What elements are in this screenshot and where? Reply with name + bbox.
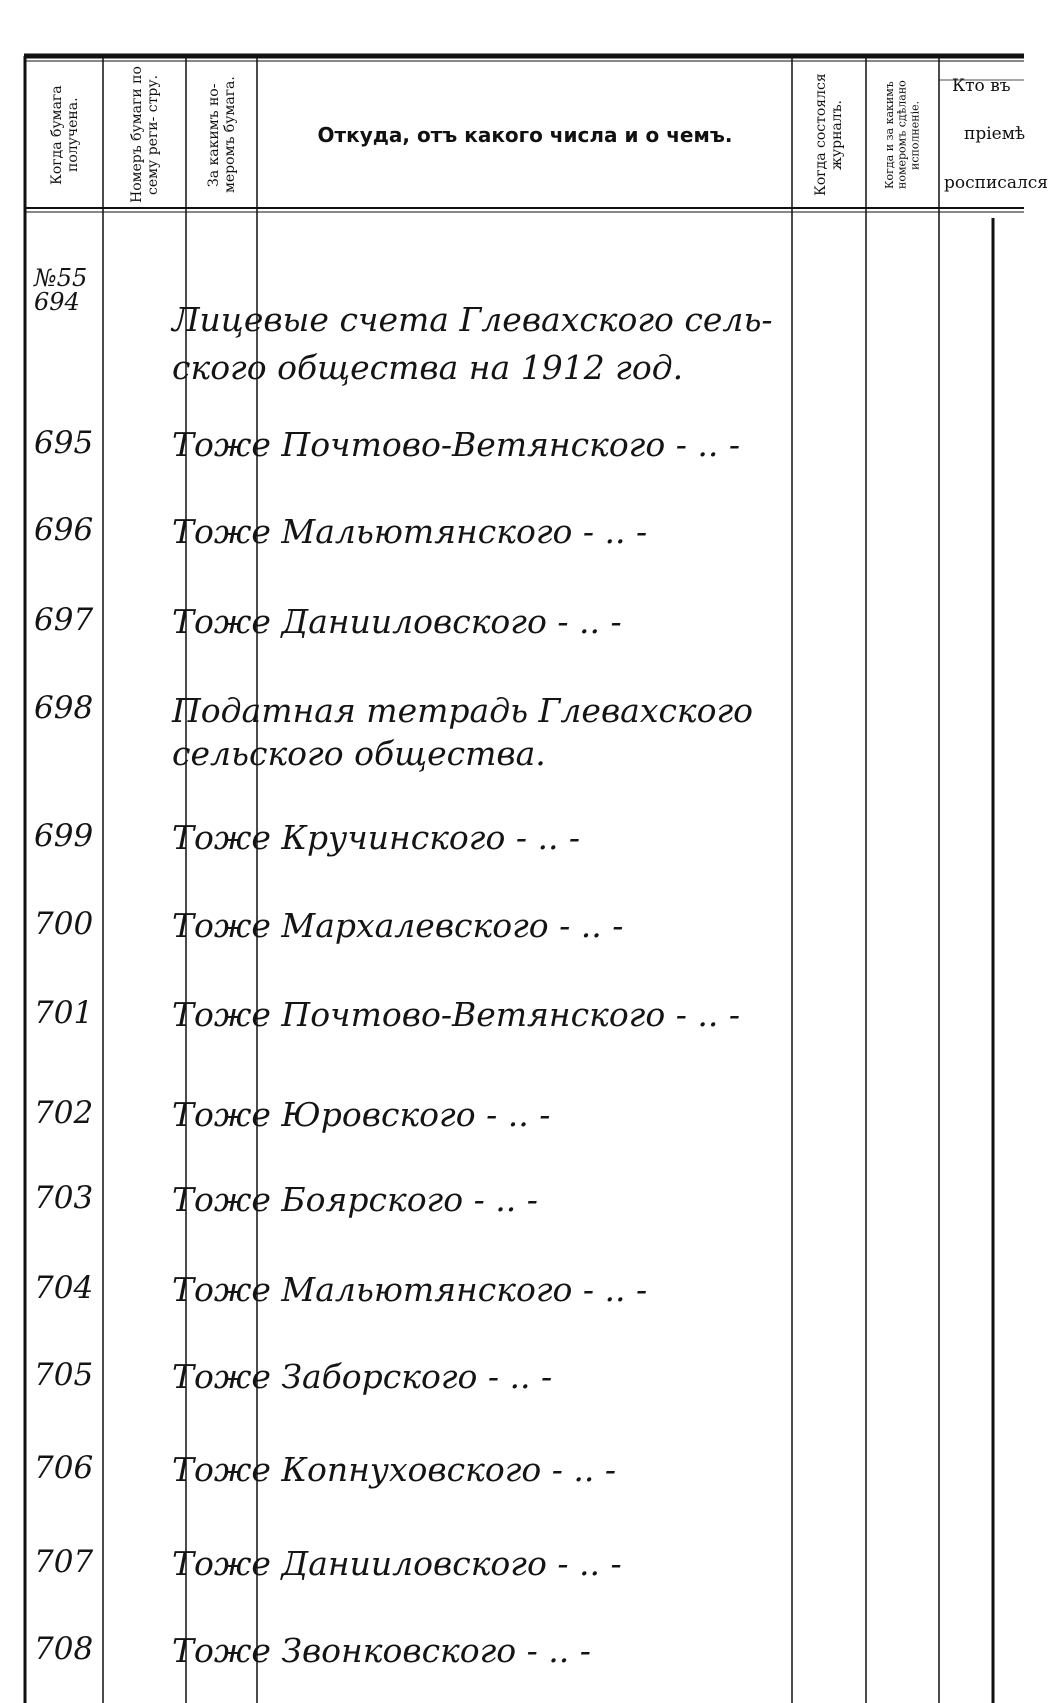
entry-text: Тоже Копнуховского - .. - xyxy=(172,1450,616,1489)
entry-text: Тоже Почтово-Ветянского - .. - xyxy=(172,995,740,1034)
entry-text: Тоже Заборского - .. - xyxy=(172,1357,553,1396)
entry-text: Тоже Почтово-Ветянского - .. - xyxy=(172,425,740,464)
entry-text: Лицевые счета Глевахского сель- ского общества на 1912 год. xyxy=(172,300,773,387)
entry-text: Податная тетрадь Глевахского сельского общества. xyxy=(172,691,754,773)
header-journal-date: Когда состоялся журналъ. xyxy=(813,73,846,197)
entry-text: Тоже Мальютянского - .. - xyxy=(172,512,648,551)
entry-number: 702 xyxy=(34,1095,94,1131)
header-paper-number: За какимъ но- меромъ бумага. xyxy=(205,76,238,194)
entry-number: 708 xyxy=(34,1631,94,1667)
entry-number: 697 xyxy=(34,602,94,638)
entry-number: 703 xyxy=(34,1180,94,1216)
entry-number: 700 xyxy=(34,906,94,942)
entry-text: Тоже Боярского - .. - xyxy=(172,1180,538,1219)
header-received-by-line3: росписался xyxy=(944,173,1048,194)
entry-number: 695 xyxy=(34,425,94,461)
entry-number: 701 xyxy=(34,995,94,1031)
entry-number: 707 xyxy=(34,1544,94,1580)
entry-text: Тоже Кручинского - .. - xyxy=(172,818,581,857)
entry-text: Тоже Мальютянского - .. - xyxy=(172,1270,648,1309)
entry-number: 698 xyxy=(34,690,94,726)
header-received-date: Когда бумага получена. xyxy=(48,85,81,185)
entry-text: Тоже Мархалевского - .. - xyxy=(172,906,624,945)
header-received-by-line1: Кто въ xyxy=(952,75,1011,96)
entry-number: 704 xyxy=(34,1270,94,1306)
entry-number: 696 xyxy=(34,512,94,548)
entry-number: 699 xyxy=(34,818,94,854)
entry-number: 706 xyxy=(34,1450,94,1486)
header-register-number: Номеръ бумаги по сему реги- стру. xyxy=(128,66,161,204)
entry-text: Тоже Данииловского - .. - xyxy=(172,602,622,641)
header-source-subject: Откуда, отъ какого числа и о чемъ. xyxy=(317,123,733,147)
entry-number: 705 xyxy=(34,1357,94,1393)
entry-text: Тоже Юровского - .. - xyxy=(172,1095,551,1134)
entry-number: №55 694 xyxy=(34,264,88,316)
entry-text: Тоже Звонковского - .. - xyxy=(172,1631,591,1670)
header-execution: Когда и за какимъ номеромъ сдѣлано исполненіе. xyxy=(883,80,922,190)
entry-text: Тоже Данииловского - .. - xyxy=(172,1544,622,1583)
header-received-by xyxy=(940,62,1048,208)
header-received-by-line2: пріемѣ xyxy=(964,124,1026,145)
